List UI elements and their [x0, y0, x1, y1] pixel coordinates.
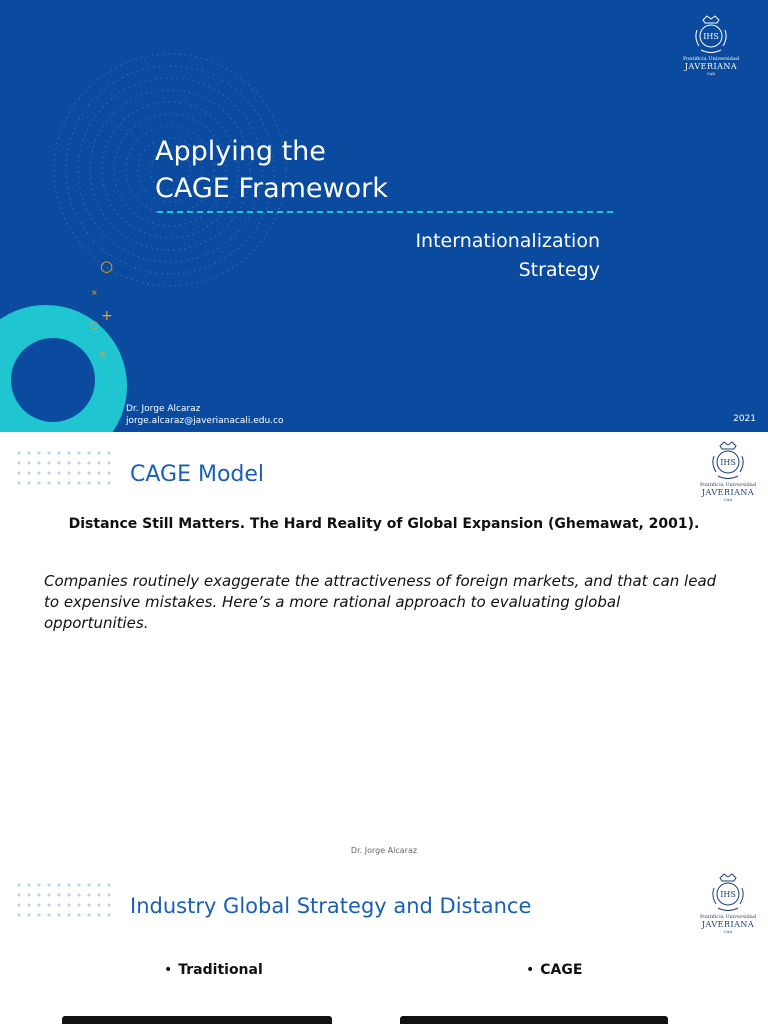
title-line-2: CAGE Framework: [155, 173, 388, 204]
year-label: 2021: [733, 414, 756, 424]
bullet-label: Traditional: [178, 962, 263, 978]
cropped-text-left: [62, 1016, 332, 1024]
cropped-text-right: [400, 1016, 668, 1024]
slide-title: [155, 133, 388, 207]
orange-plus-icon: +: [101, 308, 113, 324]
author-name: Dr. Jorge Alcaraz: [126, 404, 201, 414]
crest-city: Cali: [723, 929, 732, 934]
bullet-traditional: [164, 962, 263, 978]
bullet-label: CAGE: [540, 962, 583, 978]
crest-name: JAVERIANA: [701, 488, 755, 497]
svg-text:IHS: IHS: [720, 890, 736, 899]
author-email: jorge.alcaraz@javerianacali.edu.co: [126, 416, 284, 426]
crest-name: JAVERIANA: [684, 62, 738, 71]
crest-city: Cali: [706, 71, 715, 76]
title-slide: [0, 0, 768, 432]
svg-text:IHS: IHS: [720, 458, 736, 467]
orange-small-circle-icon: ○: [90, 320, 99, 331]
university-logo: [694, 872, 762, 934]
dot-grid-decoration: [14, 880, 116, 918]
title-line-1: Applying the: [155, 136, 326, 167]
author-block: [126, 403, 284, 427]
crest-line-1: Pontificia Universidad: [699, 914, 757, 920]
industry-strategy-slide: [0, 864, 768, 1024]
svg-text:IHS: IHS: [703, 32, 719, 41]
slide-heading: Industry Global Strategy and Distance: [130, 894, 532, 918]
slide-footer: Dr. Jorge Alcaraz: [350, 846, 418, 855]
crest-line-1: Pontificia Universidad: [682, 56, 740, 62]
cage-model-slide: [0, 432, 768, 864]
slide-heading: CAGE Model: [130, 462, 265, 487]
orange-cross-small-icon: ×: [91, 288, 98, 297]
reference-title: Distance Still Matters. The Hard Reality of Global Expansion (Ghemawat, 2001).: [68, 516, 700, 532]
title-divider: [157, 211, 613, 213]
university-crest-icon: [708, 440, 748, 482]
crest-line-1: Pontificia Universidad: [699, 482, 757, 488]
university-crest-icon: [708, 872, 748, 914]
article-summary: Companies routinely exaggerate the attractiveness of foreign markets, and that can lead to expensive mistakes. Here’s a more rational approach to evaluating global opportunities.: [44, 572, 717, 632]
ring-center: [11, 338, 95, 422]
subtitle-line-1: Internationalization: [415, 230, 600, 252]
dot-grid-decoration: [14, 448, 116, 486]
university-logo: [680, 14, 742, 76]
slide-subtitle: [415, 227, 600, 285]
orange-circle-icon: ○: [100, 257, 114, 275]
crest-city: Cali: [723, 497, 732, 502]
university-crest-icon: [691, 14, 731, 56]
bullet-marker: •: [164, 962, 173, 978]
orange-cross-icon: ×: [99, 350, 107, 360]
bullet-cage: [526, 962, 582, 978]
subtitle-line-2: Strategy: [518, 259, 600, 281]
university-logo: [694, 440, 762, 502]
crest-name: JAVERIANA: [701, 920, 755, 929]
bullet-marker: •: [526, 962, 535, 978]
